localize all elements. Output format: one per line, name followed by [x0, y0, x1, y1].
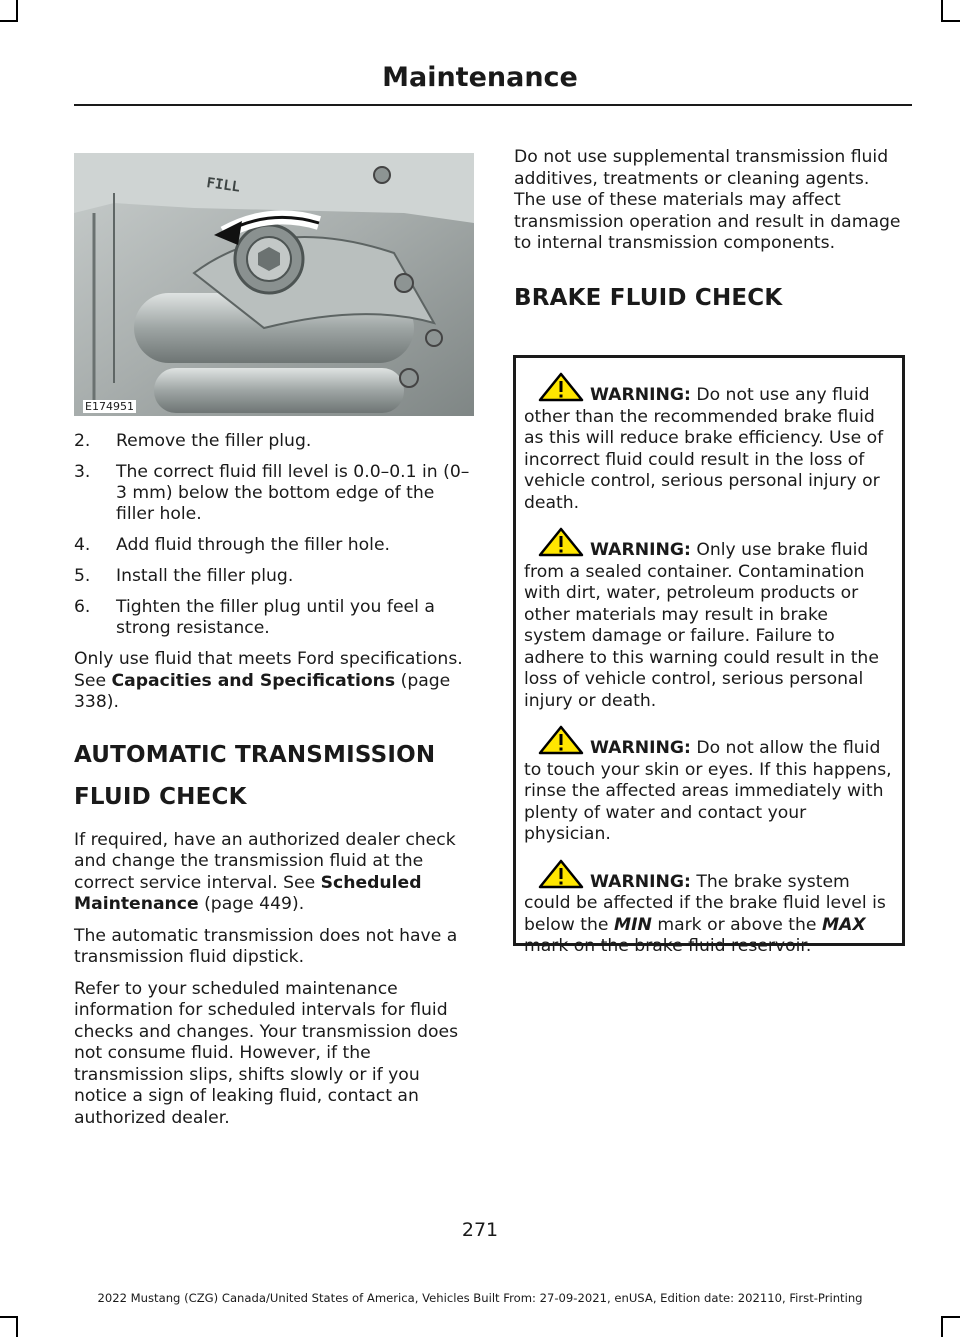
spec-paragraph: Only use fluid that meets Ford specifications. See Capacities and Specifications (page 338).	[74, 649, 463, 712]
additives-paragraph: Do not use supplemental transmission fluid additives, treatments or cleaning agents. The use of these materials may affect transmission operation and result in damage to internal transmission components.	[514, 147, 901, 253]
list-item: 6. Tighten the filler plug until you feel a strong resistance.	[74, 597, 435, 638]
warning-2: WARNING: Only use brake fluid from a sealed container. Contamination with dirt, water, petroleum products or other materials may result in brake system damage or failure. Failure to adhere to this warning could result in the loss of vehicle control, serious personal injury or death.	[524, 527, 894, 712]
crop-mark	[941, 1316, 960, 1318]
crop-mark	[941, 1316, 943, 1337]
page-title: Maintenance	[382, 62, 578, 93]
crop-mark	[941, 0, 943, 22]
warning-4: WARNING: The brake system could be affected if the brake fluid level is below the MIN mark or above the MAX mark on the brake fluid reservoir.	[524, 859, 894, 958]
fill-embossed-text: FILL	[205, 175, 242, 196]
warning-triangle-icon	[538, 859, 584, 889]
left-column	[74, 153, 476, 1139]
crop-mark	[16, 1316, 18, 1337]
warning-3: WARNING: Do not allow the fluid to touch your skin or eyes. If this happens, rinse the affected areas immediately with plenty of water and contact your physician.	[524, 725, 894, 846]
crop-mark	[941, 20, 960, 22]
warning-box	[513, 355, 905, 956]
transmission-fill-plug-illustration	[74, 153, 474, 416]
header-rule	[74, 104, 912, 106]
atf-paragraph-3: Refer to your scheduled maintenance information for scheduled intervals for fluid checks and changes. Your transmission does not consume fluid. However, if the transmission slips, shifts slowly or if you notice a sign of leaking fluid, contact an authorized dealer.	[74, 978, 459, 1128]
section-heading-brake-fluid: BRAKE FLUID CHECK	[514, 284, 783, 311]
atf-paragraph-2: The automatic transmission does not have a transmission fluid dipstick.	[74, 925, 458, 967]
list-item: 5. Install the filler plug.	[74, 566, 294, 586]
list-item: 2. Remove the filler plug.	[74, 431, 312, 451]
list-item: 3. The correct fluid fill level is 0.0–0.1 in (0–3 mm) below the bottom edge of the filler hole.	[74, 462, 470, 524]
atf-paragraph-1: If required, have an authorized dealer check and change the transmission fluid at the correct service interval. See Scheduled Maintenance (page 449).	[74, 829, 456, 914]
max-mark: MAX	[821, 914, 866, 935]
crop-mark	[16, 0, 18, 22]
crop-mark	[0, 1316, 18, 1318]
fill-plug-drawing	[74, 153, 474, 416]
section-heading-atf: AUTOMATIC TRANSMISSION FLUID CHECK	[74, 741, 436, 810]
warning-1: WARNING: Do not use any fluid other than the recommended brake fluid as this will reduce brake efficiency. Use of incorrect fluid could result in the loss of vehicle control, serious personal injury or death.	[524, 372, 894, 514]
scheduled-maintenance-link[interactable]: Scheduled Maintenance	[74, 872, 422, 914]
step-list	[74, 431, 476, 639]
warning-triangle-icon	[538, 527, 584, 557]
capacities-link[interactable]: Capacities and Specifications	[111, 670, 396, 691]
min-mark: MIN	[613, 914, 652, 935]
list-item: 4. Add fluid through the filler hole.	[74, 535, 390, 555]
warning-triangle-icon	[538, 725, 584, 755]
crop-mark	[0, 20, 18, 22]
warning-triangle-icon	[538, 372, 584, 402]
page-number: 271	[461, 1219, 499, 1241]
page-footer: 2022 Mustang (CZG) Canada/United States of America, Vehicles Built From: 27-09-2021, enUSA, Edition date: 202110, First-Printing	[97, 1291, 863, 1305]
right-column	[514, 147, 906, 331]
figure-code: E174951	[85, 400, 134, 413]
